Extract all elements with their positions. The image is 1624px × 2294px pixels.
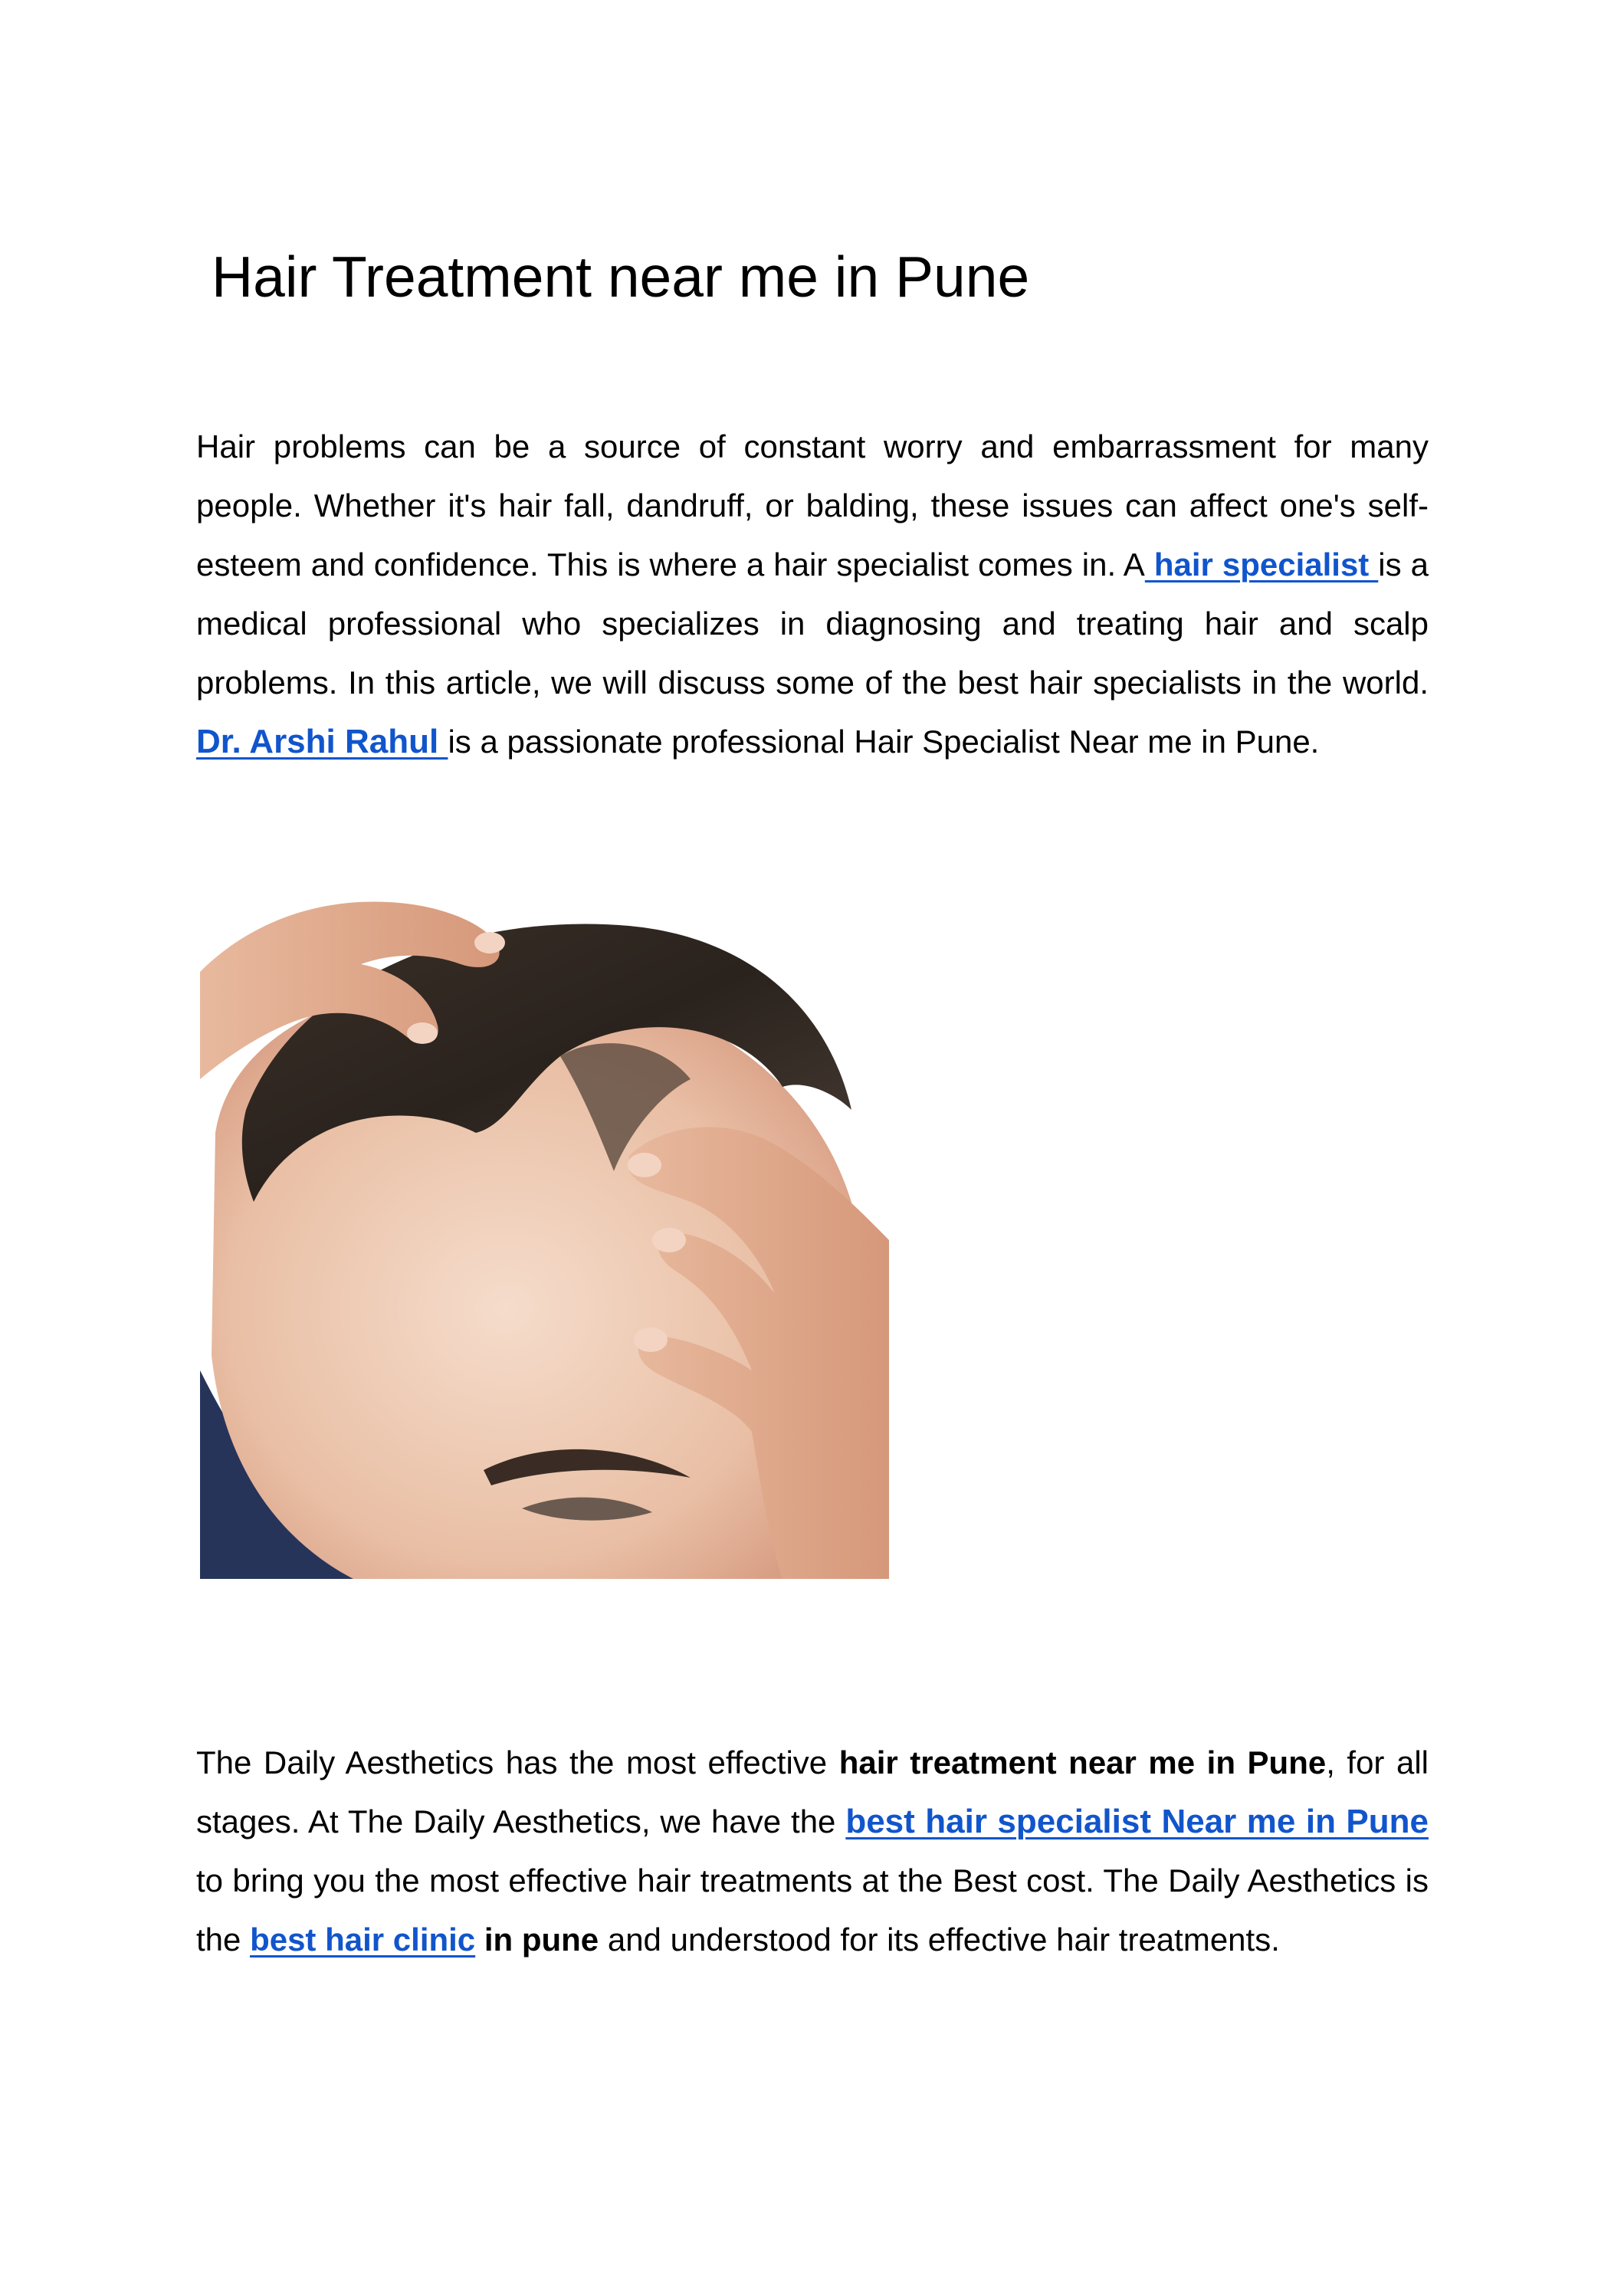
intro-paragraph [196, 417, 1429, 771]
clinic-paragraph [196, 1733, 1429, 1969]
clinic-text-2: , for all stages. At The Daily Aesthetics, we have the [196, 1744, 1429, 1839]
best-hair-specialist-link[interactable]: best hair specialist Near me in Pune [845, 1803, 1429, 1840]
clinic-text-1: The Daily Aesthetics has the most effective [196, 1744, 839, 1780]
hair-specialist-link[interactable]: hair specialist [1144, 546, 1379, 583]
dr-arshi-rahul-link[interactable]: Dr. Arshi Rahul [196, 723, 448, 760]
best-hair-clinic-link[interactable]: best hair clinic [250, 1922, 476, 1958]
clinic-text-4: and understood for its effective hair treatments. [599, 1922, 1280, 1958]
hair-treatment-bold: hair treatment near me in Pune [838, 1744, 1327, 1780]
page-title: Hair Treatment near me in Pune [212, 244, 1030, 309]
intro-text-1: Hair problems can be a source of constant worry and embarrassment for many people. Whether it's hair fall, dandruff, or balding, these issues can affect one's self-esteem and confidence. This is where a hair specialist comes in. A [196, 428, 1429, 583]
hair-treatment-photo [200, 880, 889, 1579]
intro-text-3: is a passionate professional Hair Specialist Near me in Pune. [448, 724, 1320, 760]
man-examining-receding-hairline-photo [200, 880, 889, 1579]
clinic-text-3: to bring you the most effective hair treatments at the Best cost. The Daily Aesthetics is the [196, 1862, 1429, 1958]
intro-text-2: is a medical professional who specializes in diagnosing and treating hair and scalp problems. In this article, we will discuss some of the best hair specialists in the world. [196, 546, 1429, 701]
in-pune-bold: in pune [475, 1922, 599, 1958]
